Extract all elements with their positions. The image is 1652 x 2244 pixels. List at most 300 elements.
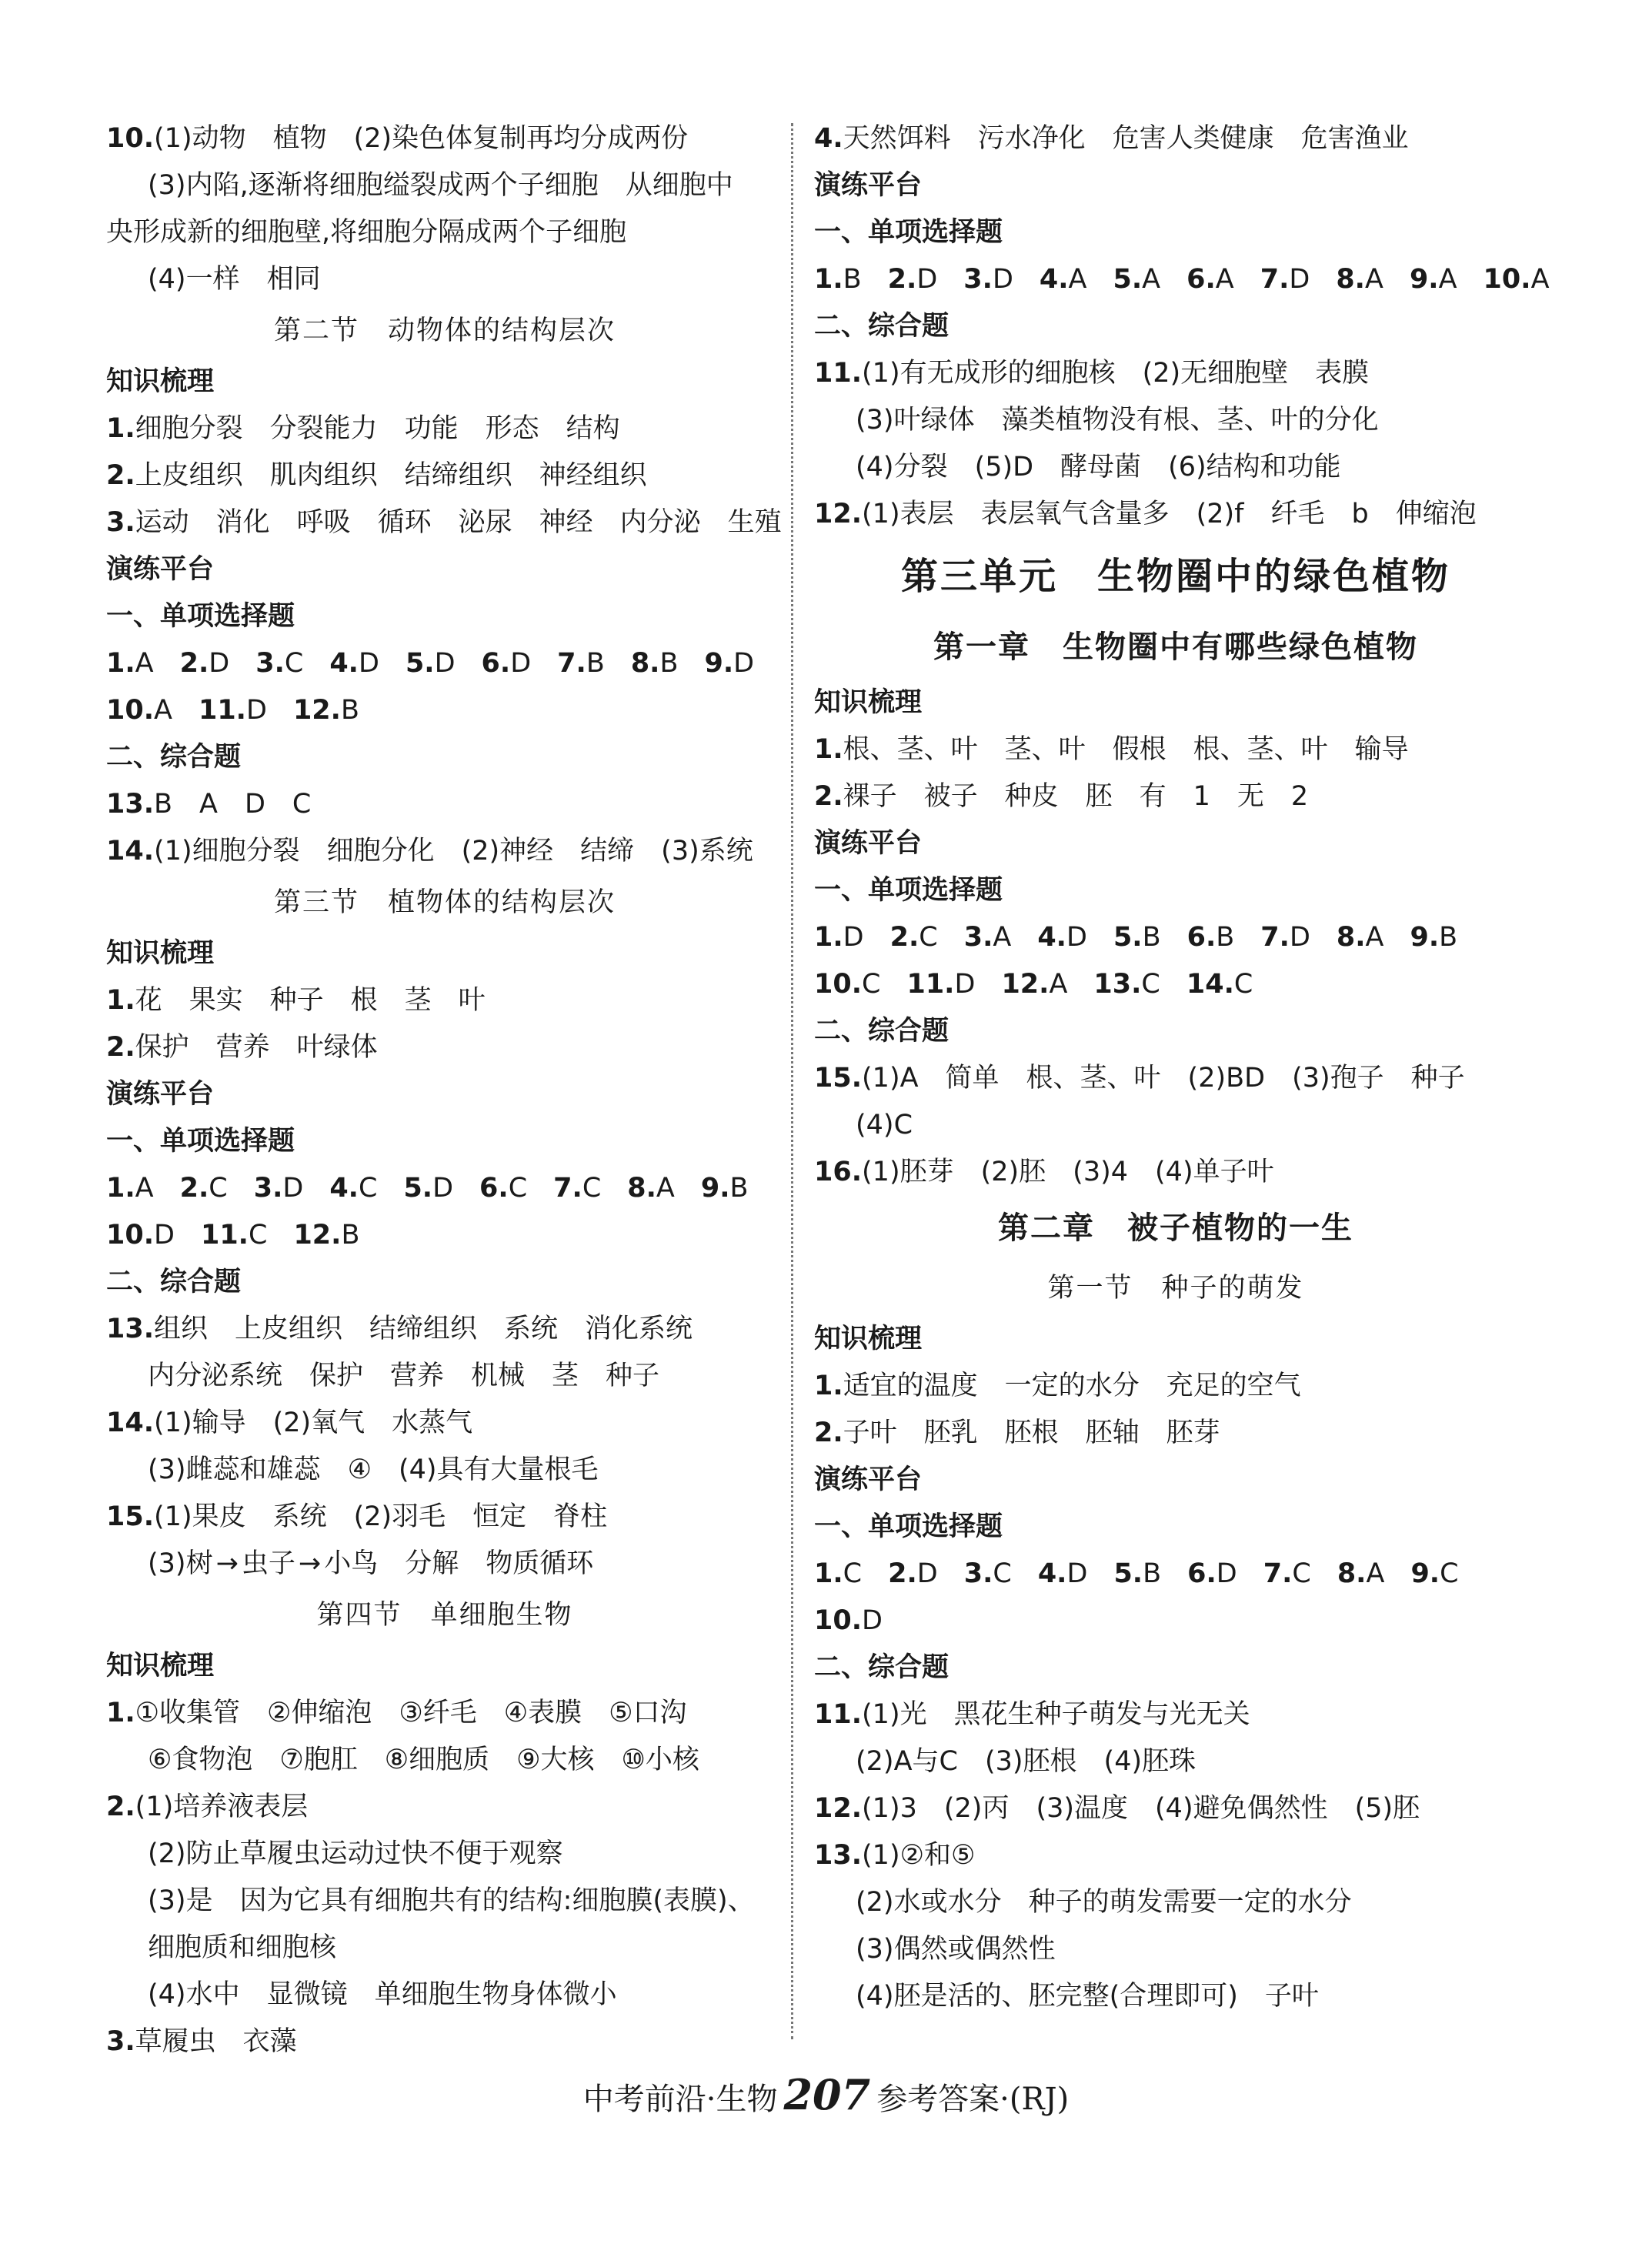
question-number: 14. <box>106 836 155 867</box>
mc-answer <box>1410 256 1457 303</box>
answer-letter: C <box>284 648 304 679</box>
answer-line <box>814 1055 1537 1102</box>
answer-text: (1)果皮 系统 (2)羽毛 恒定 脊柱 <box>154 1501 608 1532</box>
answer-letter: A <box>1365 922 1384 953</box>
question-number: 16. <box>814 1157 863 1187</box>
question-number: 12. <box>293 1220 342 1251</box>
subsection-heading: 演练平台 <box>106 1079 215 1110</box>
answer-line <box>106 1972 783 2019</box>
answer-line <box>106 1925 783 1972</box>
mc-answer <box>1113 1551 1161 1598</box>
mc-answer <box>963 256 1013 303</box>
answer-line <box>814 1149 1537 1196</box>
mc-row <box>814 1551 1537 1598</box>
mc-answer <box>964 1551 1012 1598</box>
answer-line <box>814 1832 1537 1879</box>
answer-text: (1)有无成形的细胞核 (2)无细胞壁 表膜 <box>862 358 1370 389</box>
answer-text: 组织 上皮组织 结缔组织 系统 消化系统 <box>154 1314 693 1344</box>
question-number: 4. <box>1037 922 1066 953</box>
mc-answer <box>106 1165 154 1212</box>
answer-text: (1)培养液表层 <box>135 1792 309 1822</box>
question-number: 2. <box>106 460 135 491</box>
mc-answer <box>1410 1551 1458 1598</box>
answer-line <box>814 726 1537 773</box>
footer-section-label: 参考答案·(RJ) <box>876 2082 1070 2117</box>
mc-answer <box>1113 256 1161 303</box>
question-number: 8. <box>1337 1558 1367 1589</box>
mc-answer <box>106 640 154 687</box>
question-number: 1. <box>814 1558 843 1589</box>
answer-line <box>814 350 1537 397</box>
question-number: 2. <box>814 781 843 812</box>
question-number: 15. <box>106 1501 155 1532</box>
question-number: 8. <box>630 648 660 679</box>
answer-line <box>106 1353 783 1400</box>
answer-letter: A <box>656 1173 675 1204</box>
answer-text: (1)3 (2)丙 (3)温度 (4)避免偶然性 (5)胚 <box>862 1793 1420 1824</box>
question-number: 3. <box>255 648 285 679</box>
subsection-heading: 一、单项选择题 <box>106 601 295 632</box>
answer-text: 虫子 <box>241 1548 295 1579</box>
answer-letter: B <box>1216 922 1235 953</box>
answer-letter: B <box>659 648 679 679</box>
answer-letter: B <box>843 264 862 295</box>
question-number: 2. <box>179 1173 209 1204</box>
answer-text: (3)偶然或偶然性 <box>856 1934 1056 1965</box>
answer-line <box>814 491 1537 538</box>
answer-letter: C <box>1233 969 1253 1000</box>
answer-letter: A <box>1530 264 1550 295</box>
question-number: 5. <box>1113 922 1143 953</box>
mc-answer <box>1040 256 1087 303</box>
answer-letter: D <box>954 969 976 1000</box>
answer-line <box>814 1738 1537 1785</box>
question-number: 11. <box>814 358 863 389</box>
answer-letter: D <box>843 922 864 953</box>
mc-answer <box>293 687 359 734</box>
answer-text: 内分泌系统 保护 营养 机械 茎 种子 <box>148 1361 660 1391</box>
question-number: 7. <box>1263 1558 1293 1589</box>
answer-letter: A <box>1068 264 1087 295</box>
answer-text: (3)雌蕊和雄蕊 ④ (4)具有大量根毛 <box>148 1454 599 1485</box>
answer-letter: D <box>209 648 230 679</box>
answer-letter: D <box>432 1173 454 1204</box>
answer-letter: D <box>245 695 267 726</box>
mc-answer <box>906 961 975 1008</box>
mc-answer <box>201 1212 267 1259</box>
answer-letter: C <box>582 1173 602 1204</box>
answer-text: (1)输导 (2)氧气 水蒸气 <box>154 1408 473 1438</box>
mc-answer <box>1337 914 1384 961</box>
question-number: 3. <box>963 922 993 953</box>
section-title: 第四节 单细胞生物 <box>316 1600 573 1631</box>
answer-letter: D <box>733 648 755 679</box>
answer-line <box>106 209 783 256</box>
mc-row <box>106 1212 783 1259</box>
answer-text: (1)②和⑤ <box>862 1840 976 1871</box>
answer-text: B A D C <box>154 789 312 820</box>
question-number: 12. <box>292 695 341 726</box>
answer-letter: D <box>282 1173 304 1204</box>
answer-letter: C <box>862 969 881 1000</box>
question-number: 10. <box>1483 264 1531 295</box>
answer-text: 子叶 胚乳 胚根 胚轴 胚芽 <box>843 1418 1220 1448</box>
answer-text: (2)A与C (3)胚根 (4)胚珠 <box>856 1746 1196 1777</box>
question-number: 10. <box>106 123 155 154</box>
mc-row <box>106 640 783 687</box>
mc-answer <box>106 1212 175 1259</box>
answer-line <box>106 162 783 209</box>
mc-answer <box>180 1165 228 1212</box>
mc-row <box>814 961 1537 1008</box>
question-number: 1. <box>814 734 843 765</box>
mc-answer <box>1001 961 1067 1008</box>
question-number: 4. <box>1039 264 1069 295</box>
answer-line <box>814 444 1537 491</box>
subsection-heading: 知识梳理 <box>814 687 923 718</box>
question-number: 13. <box>106 789 155 820</box>
question-number: 5. <box>1113 1558 1143 1589</box>
answer-text: ⑥食物泡 ⑦胞肛 ⑧细胞质 ⑨大核 ⑩小核 <box>148 1745 699 1775</box>
mc-answer <box>1260 256 1310 303</box>
answer-line <box>106 828 783 875</box>
question-number: 9. <box>700 1173 730 1204</box>
section-title: 第一节 种子的萌发 <box>1047 1273 1304 1304</box>
question-number: 5. <box>403 1173 433 1204</box>
subsection-heading: 二、综合题 <box>814 1652 949 1683</box>
answer-letter: A <box>135 1173 154 1204</box>
question-number: 12. <box>1001 969 1050 1000</box>
left-column <box>106 115 783 2065</box>
mc-answer <box>1038 1551 1088 1598</box>
answer-letter: D <box>862 1605 883 1636</box>
subsection-heading: 二、综合题 <box>106 1267 242 1297</box>
mc-answer <box>180 640 230 687</box>
subsection-heading: 演练平台 <box>814 828 923 859</box>
answer-text: 花 果实 种子 根 茎 叶 <box>135 985 486 1016</box>
answer-letter: C <box>1141 969 1160 1000</box>
answer-letter: C <box>1292 1558 1311 1589</box>
answer-letter: D <box>916 1558 938 1589</box>
mc-row <box>814 914 1537 961</box>
subsection-heading: 一、单项选择题 <box>106 1126 295 1157</box>
question-number: 7. <box>557 648 586 679</box>
answer-line <box>106 1784 783 1831</box>
answer-letter: D <box>1289 922 1310 953</box>
mc-answer <box>329 640 379 687</box>
answer-letter: B <box>1143 1558 1162 1589</box>
answer-letter: A <box>1049 969 1068 1000</box>
question-number: 11. <box>906 969 955 1000</box>
question-number: 6. <box>1187 1558 1216 1589</box>
mc-answer <box>627 1165 675 1212</box>
subsection-heading: 知识梳理 <box>814 1324 923 1354</box>
answer-line <box>814 1973 1537 2020</box>
subsection-heading: 一、单项选择题 <box>814 1511 1003 1542</box>
answer-text: (4)一样 相同 <box>148 264 321 295</box>
question-number: 8. <box>1336 264 1365 295</box>
answer-line <box>106 2019 783 2065</box>
question-number: 9. <box>1410 1558 1440 1589</box>
mc-answer <box>255 640 303 687</box>
question-number: 9. <box>1410 922 1440 953</box>
answer-line <box>106 1494 783 1541</box>
mc-answer <box>1483 256 1550 303</box>
answer-line <box>106 977 783 1024</box>
answer-line <box>106 1737 783 1784</box>
answer-letter: C <box>919 922 938 953</box>
question-number: 11. <box>200 1220 249 1251</box>
answer-line <box>814 1363 1537 1410</box>
question-number: 1. <box>106 1698 135 1728</box>
question-number: 6. <box>481 648 511 679</box>
column-divider <box>791 123 793 2039</box>
answer-letter: D <box>992 264 1013 295</box>
answer-line <box>106 406 783 452</box>
mc-answer <box>631 640 679 687</box>
answer-text: 细胞分裂 分裂能力 功能 形态 结构 <box>135 413 620 444</box>
mc-row <box>814 256 1550 303</box>
question-number: 13. <box>1093 969 1142 1000</box>
question-number: 14. <box>106 1408 155 1438</box>
answer-text: 上皮组织 肌肉组织 结缔组织 神经组织 <box>135 460 647 491</box>
answer-line <box>106 1690 783 1737</box>
answer-letter: C <box>508 1173 528 1204</box>
question-number: 3. <box>106 507 135 538</box>
question-number: 4. <box>329 648 359 679</box>
mc-answer <box>964 914 1012 961</box>
answer-letter: D <box>1066 922 1087 953</box>
answer-line <box>106 1831 783 1878</box>
question-number: 15. <box>814 1063 863 1094</box>
page-number: 207 <box>783 2070 871 2119</box>
mc-answer <box>1260 914 1310 961</box>
answer-line <box>106 1878 783 1925</box>
question-number: 6. <box>1186 264 1216 295</box>
question-number: 2. <box>887 264 917 295</box>
answer-line <box>814 1410 1537 1457</box>
answer-letter: C <box>843 1558 863 1589</box>
question-number: 7. <box>1260 922 1290 953</box>
mc-answer <box>106 687 172 734</box>
question-number: 3. <box>106 2026 135 2057</box>
question-number: 1. <box>814 922 843 953</box>
unit-title: 第三单元 生物圈中的绿色植物 <box>900 555 1450 598</box>
answer-letter: C <box>248 1220 268 1251</box>
mc-answer <box>1337 1551 1385 1598</box>
answer-text: (3)叶绿体 藻类植物没有根、茎、叶的分化 <box>856 405 1379 436</box>
mc-row <box>106 1165 783 1212</box>
answer-letter: A <box>1366 1558 1385 1589</box>
mc-answer <box>329 1165 377 1212</box>
mc-answer <box>403 1165 453 1212</box>
question-number: 2. <box>814 1418 843 1448</box>
mc-answer <box>814 1598 883 1645</box>
question-number: 1. <box>106 1173 135 1204</box>
answer-letter: C <box>1440 1558 1459 1589</box>
answer-line <box>814 773 1537 820</box>
question-number: 4. <box>814 123 843 154</box>
question-number: 12. <box>814 1793 863 1824</box>
answer-text: (4)C <box>856 1110 913 1140</box>
question-number: 14. <box>1186 969 1234 1000</box>
mc-answer <box>557 640 605 687</box>
question-number: 6. <box>1186 922 1216 953</box>
question-number: 3. <box>253 1173 283 1204</box>
answer-text: (3)内陷,逐渐将细胞缢裂成两个子细胞 从细胞中 <box>148 170 733 201</box>
mc-answer <box>1336 256 1383 303</box>
question-number: 7. <box>553 1173 582 1204</box>
answer-text: (3)树 <box>148 1548 213 1579</box>
answer-letter: A <box>1438 264 1457 295</box>
question-number: 1. <box>106 985 135 1016</box>
mc-answer <box>405 640 456 687</box>
question-number: 10. <box>814 1605 863 1636</box>
answer-letter: D <box>154 1220 175 1251</box>
answer-text: 草履虫 衣藻 <box>135 2026 297 2057</box>
question-number: 2. <box>179 648 209 679</box>
subsection-heading: 二、综合题 <box>814 311 949 342</box>
question-number: 2. <box>106 1032 135 1063</box>
answer-line <box>106 1447 783 1494</box>
answer-line <box>106 1024 783 1071</box>
mc-answer <box>482 640 532 687</box>
answer-letter: C <box>209 1173 228 1204</box>
answer-letter: D <box>1289 264 1310 295</box>
mc-answer <box>814 256 862 303</box>
mc-answer <box>1093 961 1160 1008</box>
mc-row <box>814 1598 1537 1645</box>
question-number: 13. <box>106 1314 155 1344</box>
mc-answer <box>1186 961 1253 1008</box>
answer-letter: B <box>1142 922 1161 953</box>
answer-letter: B <box>340 695 359 726</box>
subsection-heading: 演练平台 <box>814 170 923 201</box>
question-number: 1. <box>106 413 135 444</box>
answer-line <box>814 1926 1537 1973</box>
question-number: 2. <box>888 1558 917 1589</box>
question-number: 11. <box>814 1699 863 1730</box>
answer-letter: A <box>154 695 172 726</box>
answer-text: (4)胚是活的、胚完整(合理即可) 子叶 <box>856 1981 1319 2012</box>
answer-line <box>814 115 1537 162</box>
answer-text: (2)防止草履虫运动过快不便于观察 <box>148 1838 563 1869</box>
answer-letter: B <box>341 1220 360 1251</box>
answer-line <box>814 1102 1537 1149</box>
question-number: 2. <box>106 1792 135 1822</box>
answer-line <box>106 1306 783 1353</box>
mc-answer <box>1187 1551 1237 1598</box>
question-number: 4. <box>329 1173 359 1204</box>
answer-line <box>814 1691 1537 1738</box>
answer-text: (4)分裂 (5)D 酵母菌 (6)结构和功能 <box>856 452 1341 483</box>
subsection-heading: 二、综合题 <box>814 1016 949 1047</box>
answer-letter: D <box>434 648 456 679</box>
mc-answer <box>293 1212 359 1259</box>
answer-text: (3)是 因为它具有细胞共有的结构:细胞膜(表膜)、 <box>148 1885 755 1916</box>
mc-answer <box>479 1165 527 1212</box>
answer-text: (1)动物 植物 (2)染色体复制再均分成两份 <box>154 123 689 154</box>
mc-answer <box>814 1551 862 1598</box>
answer-line <box>106 1400 783 1447</box>
answer-text: (2)水或水分 种子的萌发需要一定的水分 <box>856 1887 1352 1918</box>
subsection-heading: 知识梳理 <box>106 938 215 969</box>
question-number: 8. <box>627 1173 656 1204</box>
answer-letter: D <box>916 264 938 295</box>
chapter-title: 第二章 被子植物的一生 <box>998 1210 1353 1246</box>
answer-text: 小鸟 分解 物质循环 <box>324 1548 594 1579</box>
answer-letter: A <box>1215 264 1234 295</box>
answer-line <box>106 499 783 546</box>
answer-letter: A <box>993 922 1012 953</box>
question-number: 1. <box>814 1371 843 1401</box>
section-title: 第三节 植物体的结构层次 <box>273 887 616 918</box>
mc-answer <box>553 1165 601 1212</box>
question-number: 3. <box>963 1558 993 1589</box>
question-number: 10. <box>814 969 863 1000</box>
answer-letter: C <box>993 1558 1012 1589</box>
question-number: 12. <box>814 499 863 529</box>
answer-text: (1)A 简单 根、茎、叶 (2)BD (3)孢子 种子 <box>862 1063 1465 1094</box>
answer-line <box>106 1541 783 1588</box>
mc-answer <box>888 256 938 303</box>
answer-text: (1)表层 表层氧气含量多 (2)f 纤毛 b 伸缩泡 <box>862 499 1477 529</box>
answer-letter: A <box>1142 264 1161 295</box>
answer-letter: D <box>1066 1558 1088 1589</box>
answer-letter: A <box>1364 264 1383 295</box>
mc-row <box>106 687 783 734</box>
question-number: 2. <box>889 922 919 953</box>
answer-letter: B <box>729 1173 749 1204</box>
answer-letter: D <box>1216 1558 1237 1589</box>
arrow-icon: → <box>298 1548 322 1579</box>
subsection-heading: 演练平台 <box>106 554 215 585</box>
subsection-heading: 演练平台 <box>814 1464 923 1495</box>
answer-line <box>814 1879 1537 1926</box>
answer-text: 运动 消化 呼吸 循环 泌尿 神经 内分泌 生殖 <box>135 507 782 538</box>
answer-line <box>106 256 783 303</box>
mc-answer <box>888 1551 938 1598</box>
answer-text: (1)胚芽 (2)胚 (3)4 (4)单子叶 <box>862 1157 1274 1187</box>
right-column <box>814 115 1550 2020</box>
answer-text: 根、茎、叶 茎、叶 假根 根、茎、叶 输导 <box>843 734 1409 765</box>
question-number: 5. <box>405 648 435 679</box>
mc-answer <box>705 640 755 687</box>
answer-letter: B <box>586 648 605 679</box>
question-number: 10. <box>106 1220 155 1251</box>
mc-answer <box>890 914 938 961</box>
subsection-heading: 知识梳理 <box>106 366 215 397</box>
answer-text: (1)光 黑花生种子萌发与光无关 <box>862 1699 1250 1730</box>
answer-line <box>106 781 783 828</box>
answer-line <box>106 452 783 499</box>
question-number: 6. <box>479 1173 509 1204</box>
answer-text: (4)水中 显微镜 单细胞生物身体微小 <box>148 1979 617 2010</box>
question-number: 7. <box>1260 264 1290 295</box>
arrow-icon: → <box>215 1548 239 1579</box>
question-number: 9. <box>704 648 734 679</box>
mc-answer <box>1187 914 1235 961</box>
answer-line <box>814 1785 1537 1832</box>
subsection-heading: 一、单项选择题 <box>814 875 1003 906</box>
chapter-title: 第一章 生物圈中有哪些绿色植物 <box>933 629 1418 665</box>
answer-text: (1)细胞分裂 细胞分化 (2)神经 结缔 (3)系统 <box>154 836 753 867</box>
mc-answer <box>701 1165 749 1212</box>
question-number: 10. <box>106 695 155 726</box>
answer-text: 细胞质和细胞核 <box>148 1932 337 1963</box>
mc-answer <box>199 687 267 734</box>
answer-text: 裸子 被子 种皮 胚 有 1 无 2 <box>843 781 1309 812</box>
